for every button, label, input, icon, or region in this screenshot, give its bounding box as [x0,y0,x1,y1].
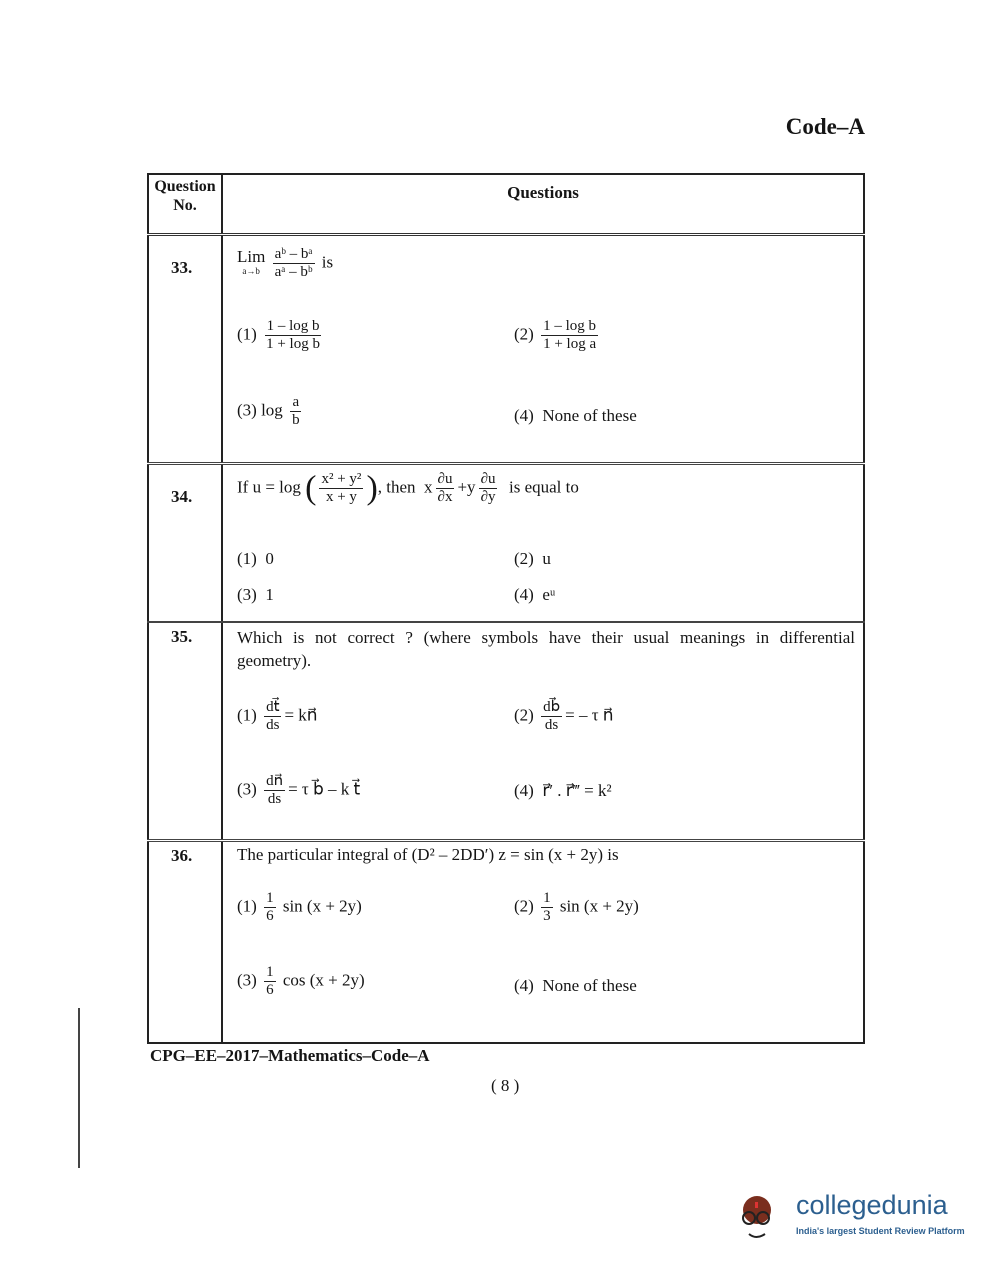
option-1[interactable]: (1) $\frac{dt⃗}{ds}$ = kn⃗ [237,699,318,733]
option-3[interactable]: (3) $\frac{dn⃗}{ds}$ = τ b⃗ – k t⃗ [237,773,361,807]
question-text: The particular integral of (D² – 2DD′) z = sin (x + 2y) is [237,845,619,864]
logo-tagline: India's largest Student Review Platform [796,1226,965,1236]
option-3[interactable]: (3) log $\frac{a}{b}$ [237,394,300,428]
option-4[interactable]: (4) eᵘ [514,585,556,604]
paper-code-footer: CPG–EE–2017–Mathematics–Code–A [150,1046,430,1065]
question-number: 35. [171,627,193,646]
question-text: Lim a→b $\frac{\text{aᵇ – bᵃ}}{\text{aᵃ – bᵇ}}$ is [237,246,334,280]
option-3[interactable]: (3) $\frac{1}{6}$ cos (x + 2y) [237,964,365,998]
question-number: 33. [171,258,193,277]
question-text: Which is not correct ? (where symbols have their usual meanings in differential geometry). [237,628,855,670]
option-2[interactable]: (2) $\frac{1}{3}$ sin (x + 2y) [514,890,639,924]
option-4[interactable]: (4) None of these [514,406,637,425]
question-number: 34. [171,487,193,506]
option-1[interactable]: (1) $\frac{1}{6}$ sin (x + 2y) [237,890,362,924]
question-row-34 [148,464,864,623]
margin-line [78,1008,80,1168]
col-header-question-no: Question No. [148,174,222,235]
logo-wordmark: collegedunia [796,1190,948,1220]
question-row-35 [148,622,864,841]
question-row-33 [148,235,864,464]
col-header-questions: Questions [222,174,864,235]
option-1[interactable]: (1) 0 [237,549,274,568]
option-4[interactable]: (4) r⃗′ . r⃗‴ = k² [514,781,612,800]
question-row-36 [148,841,864,1044]
option-2[interactable]: (2) $\frac{db⃗}{ds}$ = – τ n⃗ [514,699,614,733]
option-2[interactable]: (2) $\frac{\text{1 – log b}}{\text{1 + log a}}$ [514,318,597,352]
question-text: If u = log ( $\frac{\text{x² + y²}}{x + y}$ ), then x $\frac{\partial u}{\partial x}$ +y $\frac{\partial u}{\partial y}$ is equal to [237,469,579,507]
questions-table [147,173,865,1044]
code-label: Code–A [785,114,865,139]
page-number: ( 8 ) [491,1076,520,1095]
option-3[interactable]: (3) 1 [237,585,274,604]
option-4[interactable]: (4) None of these [514,976,637,995]
option-1[interactable]: (1) $\frac{\text{1 – log b}}{\text{1 + log b}}$ [237,318,320,352]
option-2[interactable]: (2) u [514,549,551,568]
question-number: 36. [171,846,193,865]
